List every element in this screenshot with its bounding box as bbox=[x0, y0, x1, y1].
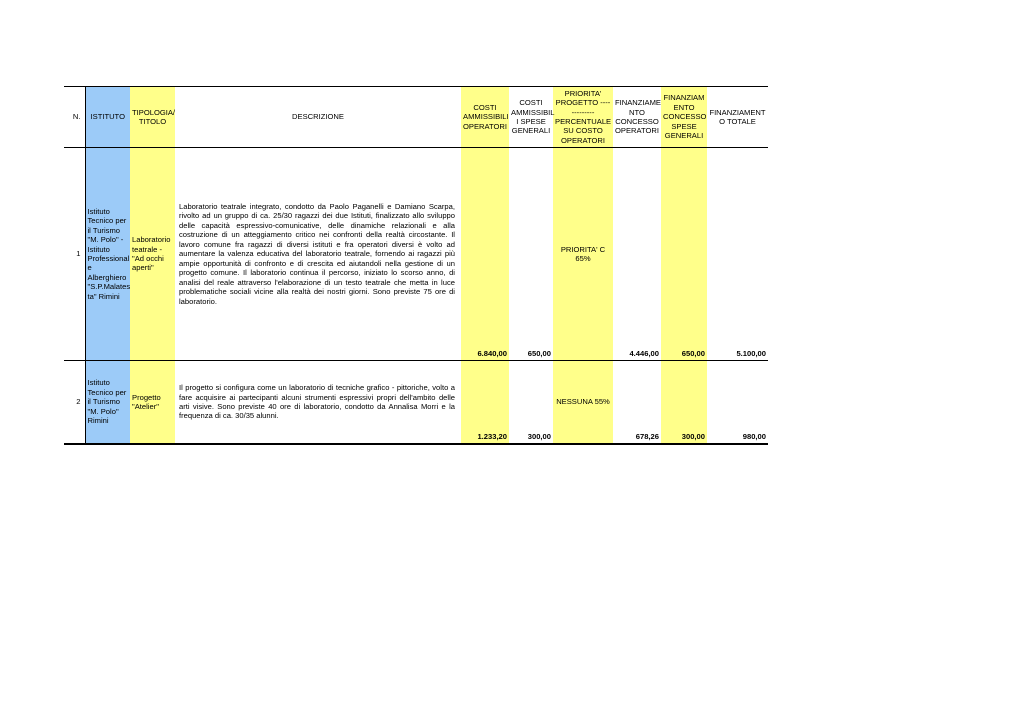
table-row bbox=[64, 361, 768, 445]
funding-table bbox=[64, 86, 768, 445]
costi-operatori-cell: 6.840,00 bbox=[461, 148, 509, 361]
fin-spese-cell: 650,00 bbox=[661, 148, 707, 361]
costi-spese-cell: 300,00 bbox=[509, 361, 553, 445]
header-fin-operatori: FINANZIAME NTO CONCESSO OPERATORI bbox=[613, 87, 661, 148]
istituto-cell: Istituto Tecnico per il Turismo "M. Polo" Rimini bbox=[85, 361, 130, 445]
istituto-cell: Istituto Tecnico per il Turismo "M. Polo" - Istituto Professional e Alberghiero "S.P.Malates ta" Rimini bbox=[85, 148, 130, 361]
costi-operatori-cell: 1.233,20 bbox=[461, 361, 509, 445]
descrizione-cell: Laboratorio teatrale integrato, condotto da Paolo Paganelli e Damiano Scarpa, rivolto ad un gruppo di ca. 25/30 ragazzi dei due Istituti, finalizzato allo sviluppo delle capacità espressivo-comunicative, delle dinamiche relazionali e alla costruzione di un atteggiamento critico nei confronti della realtà circostante. Il lavoro comune fra ragazzi di diversi istituti e fra operatori diversi è volto ad aumentare la valenza educativa del laboratorio teatrale, fornendo ai ragazzi più ampie opportunità di confronto e di crescita ed aiutandoli nella gestione di un progetto comune. Il laboratorio continua il percorso, iniziato lo scorso anno, di analisi del reale attraverso l'elaborazione di un testo teatrale che metta in luce problematiche sociali vicine alla realtà dei nostri giorni. Sono previste 75 ore di laboratorio. bbox=[179, 201, 455, 306]
header-costi-spese: COSTI AMMISSIBIL I SPESE GENERALI bbox=[509, 87, 553, 148]
costi-spese-cell: 650,00 bbox=[527, 348, 551, 358]
header-fin-totale: FINANZIAMENT O TOTALE bbox=[707, 87, 768, 148]
table-row bbox=[64, 148, 768, 361]
header-istituto: ISTITUTO bbox=[85, 87, 130, 148]
fin-spese-cell: 300,00 bbox=[661, 361, 707, 445]
fin-totale-cell: 5.100,00 bbox=[736, 348, 766, 358]
fin-operatori-cell: 678,26 bbox=[613, 361, 661, 445]
priorita-cell: NESSUNA 55% bbox=[553, 361, 613, 445]
spreadsheet-table-container bbox=[64, 86, 768, 445]
header-priorita: PRIORITA' PROGETTO ------------- PERCENTUALE SU COSTO OPERATORI bbox=[553, 87, 613, 148]
row-number: 2 bbox=[64, 361, 85, 445]
header-tipologia: TIPOLOGIA/ TITOLO bbox=[130, 87, 175, 148]
header-fin-spese: FINANZIAM ENTO CONCESSO SPESE GENERALI bbox=[661, 87, 707, 148]
header-costi-operatori: COSTI AMMISSIBILI OPERATORI bbox=[461, 87, 509, 148]
header-row bbox=[64, 87, 768, 148]
tipologia-cell: Progetto "Atelier" bbox=[130, 361, 175, 445]
descrizione-cell: Il progetto si configura come un laboratorio di tecniche grafico - pittoriche, volto a fare acquisire ai partecipanti alcuni strumenti espressivi propri dell'ambito delle arti visive. Sono previste 40 ore di laboratorio, condotto da Annalisa Morri e la frequenza di ca. 30/35 alunni. bbox=[175, 361, 461, 445]
header-n: N. bbox=[64, 87, 85, 148]
fin-totale-cell: 980,00 bbox=[707, 361, 768, 445]
fin-operatori-cell: 4.446,00 bbox=[629, 348, 659, 358]
priorita-cell: PRIORITA' C 65% bbox=[553, 148, 613, 361]
tipologia-cell: Laboratorio teatrale - "Ad occhi aperti" bbox=[130, 148, 175, 361]
row-number: 1 bbox=[76, 249, 81, 259]
header-descrizione: DESCRIZIONE bbox=[175, 87, 461, 148]
